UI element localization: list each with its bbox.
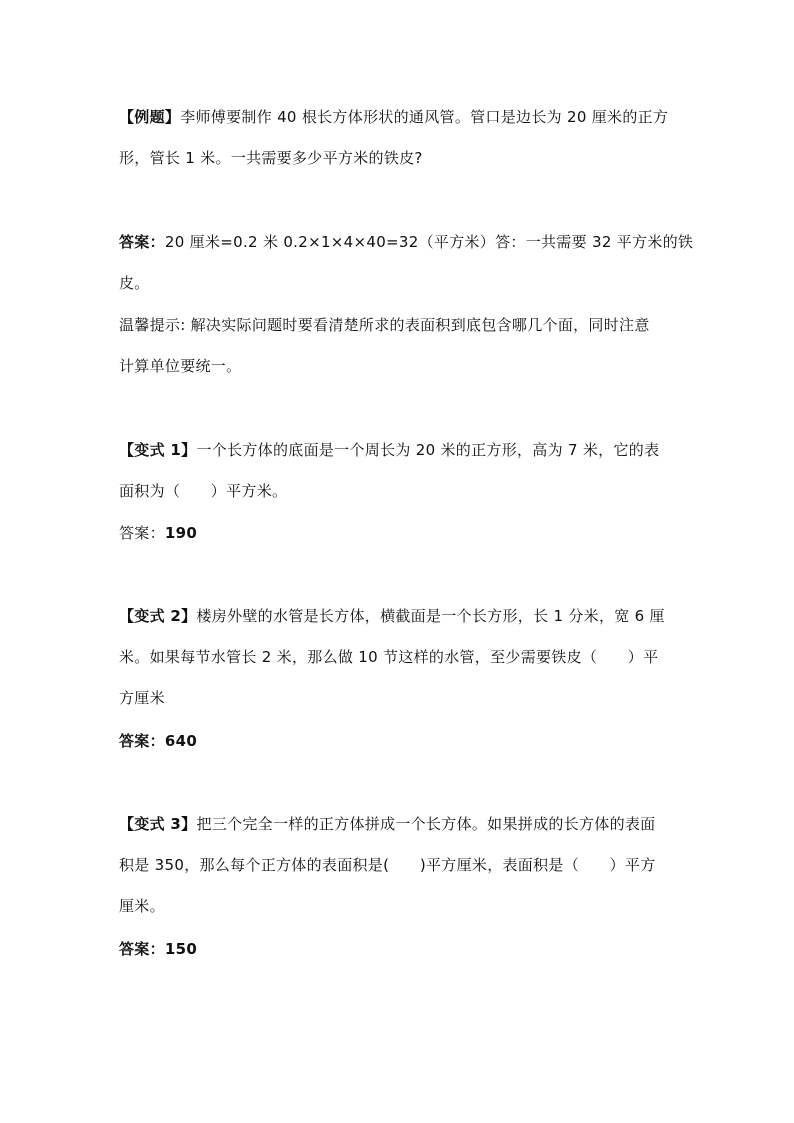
variant-1-line-1: 【变式 1】一个长方体的底面是一个周长为 20 米的正方形，高为 7 米，它的表 — [119, 441, 660, 459]
variant-2-tag: 【变式 2】 — [119, 607, 197, 625]
variant-1-answer-value: 190 — [164, 524, 198, 542]
variant-2-line-3: 方厘米 — [119, 689, 165, 707]
example-answer-line-2: 皮。 — [119, 274, 150, 292]
example-problem — [119, 97, 675, 179]
variant-3-line-1: 【变式 3】把三个完全一样的正方体拼成一个长方体。如果拼成的长方体的表面 — [119, 815, 656, 833]
tip-line-1: 温馨提示: 解决实际问题时要看清楚所求的表面积到底包含哪几个面，同时注意 — [119, 316, 650, 334]
variant-3-line-3: 厘米。 — [119, 897, 165, 915]
variant-2-answer-label: 答案： — [119, 732, 165, 750]
tip-line-2: 计算单位要统一。 — [119, 357, 242, 375]
tip — [119, 305, 675, 387]
variant-1-answer — [119, 513, 675, 554]
example-answer-label: 答案： — [119, 233, 165, 251]
example-answer — [119, 222, 694, 304]
variant-3-answer-value: 150 — [164, 940, 198, 958]
variant-1 — [119, 430, 675, 512]
variant-3-answer — [119, 929, 675, 970]
variant-2 — [119, 596, 675, 719]
variant-3 — [119, 804, 675, 927]
variant-3-answer-label: 答案： — [119, 940, 165, 958]
variant-1-answer-label: 答案： — [119, 524, 165, 542]
variant-2-answer — [119, 721, 675, 762]
variant-1-line-2: 面积为（ ）平方米。 — [119, 482, 288, 500]
example-tag: 【例题】 — [119, 108, 181, 126]
example-line-1: 【例题】李师傅要制作 40 根长方体形状的通风管。管口是边长为 20 厘米的正方 — [119, 108, 669, 126]
variant-1-tag: 【变式 1】 — [119, 441, 197, 459]
variant-2-line-2: 米。如果每节水管长 2 米，那么做 10 节这样的水管，至少需要铁皮（ ）平 — [119, 648, 659, 666]
variant-2-line-1: 【变式 2】楼房外壁的水管是长方体，横截面是一个长方形，长 1 分米，宽 6 厘 — [119, 607, 665, 625]
example-line-2: 形，管长 1 米。一共需要多少平方米的铁皮? — [119, 149, 423, 167]
variant-3-tag: 【变式 3】 — [119, 815, 197, 833]
variant-3-line-2: 积是 350，那么每个正方体的表面积是( )平方厘米，表面积是（ ）平方 — [119, 856, 656, 874]
variant-2-answer-value: 640 — [164, 732, 198, 750]
example-answer-line-1: 答案：20 厘米=0.2 米 0.2×1×4×40=32（平方米）答：一共需要 32 平方米的铁 — [119, 233, 694, 251]
